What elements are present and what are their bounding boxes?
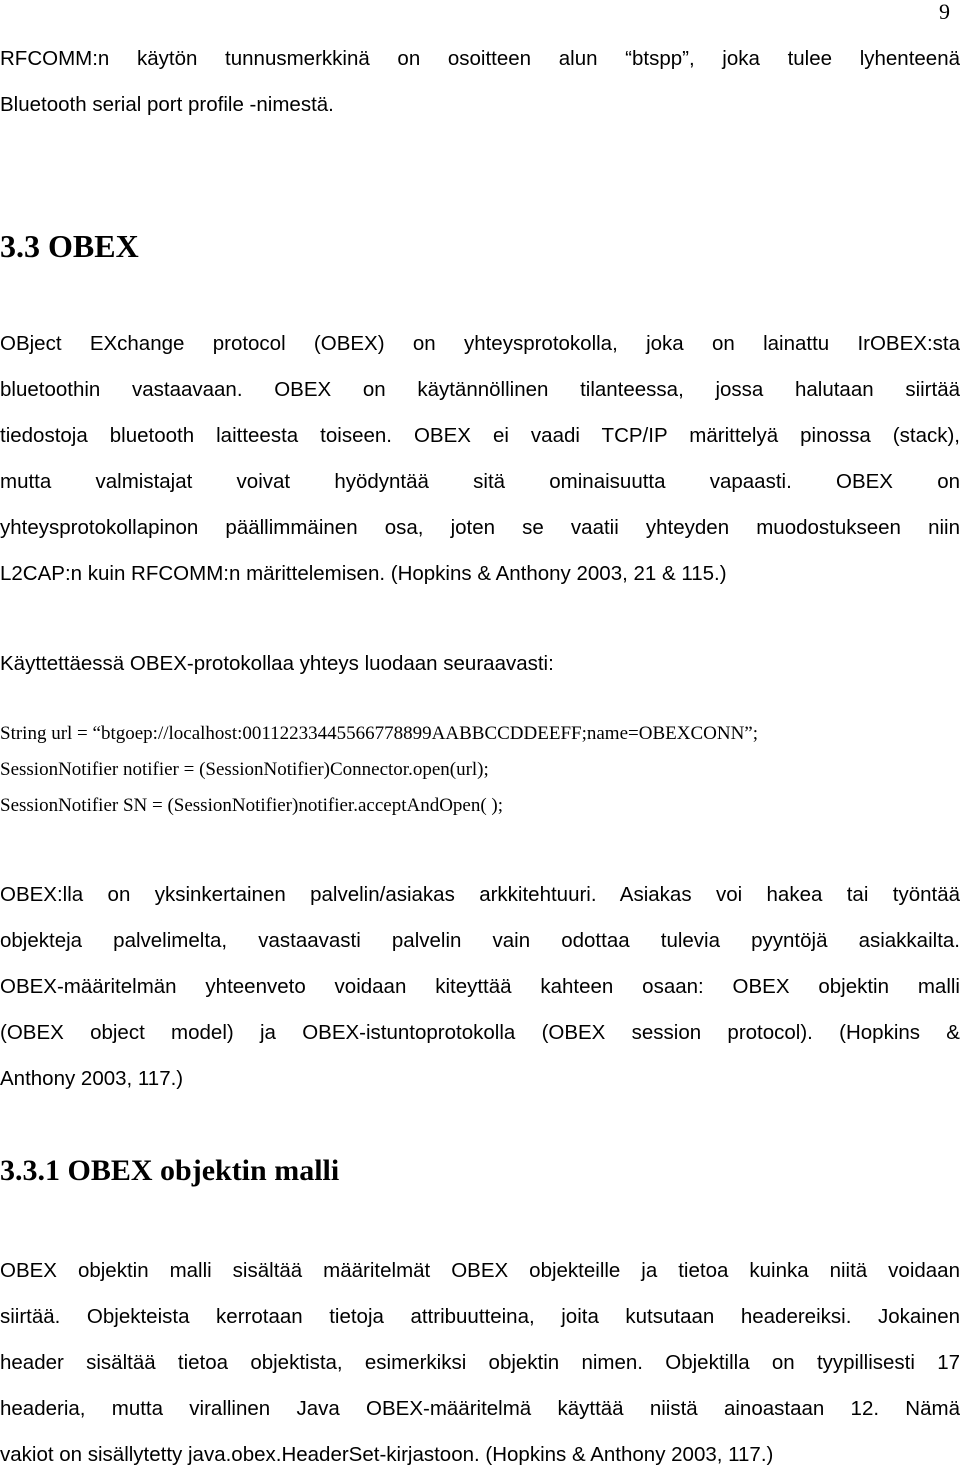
text-line: headeria, mutta virallinen Java OBEX-määritelmä käyttää niistä ainoastaan 12. Nämä xyxy=(0,1397,960,1420)
text-line: OBEX-määritelmän yhteenveto voidaan kiteyttää kahteen osaan: OBEX objektin malli xyxy=(0,975,960,998)
code-line: SessionNotifier SN = (SessionNotifier)notifier.acceptAndOpen( ); xyxy=(0,795,504,816)
text-line: bluetoothin vastaavaan. OBEX on käytännöllinen tilanteessa, jossa halutaan siirtää xyxy=(0,378,960,401)
text-line: mutta valmistajat voivat hyödyntää sitä ominaisuutta vapaasti. OBEX on xyxy=(0,470,960,493)
section-heading-3-3-1: 3.3.1 OBEX objektin malli xyxy=(0,1154,340,1187)
section-heading-3-3: 3.3 OBEX xyxy=(0,228,139,264)
intro-paragraph xyxy=(0,36,960,128)
text-line: L2CAP:n kuin RFCOMM:n märittelemisen. (Hopkins & Anthony 2003, 21 & 115.) xyxy=(0,562,727,585)
text-line: OBEX objektin malli sisältää määritelmät OBEX objekteille ja tietoa kuinka niitä voidaan xyxy=(0,1259,960,1282)
text-line: Anthony 2003, 117.) xyxy=(0,1067,184,1090)
section-3-3-paragraph-2 xyxy=(0,641,960,687)
text-line: Käyttettäessä OBEX-protokollaa yhteys luodaan seuraavasti: xyxy=(0,652,554,675)
text-line: (OBEX object model) ja OBEX-istuntoprotokolla (OBEX session protocol). (Hopkins & xyxy=(0,1021,960,1044)
text-line: yhteysprotokollapinon päällimmäinen osa, joten se vaatii yhteyden muodostukseen niin xyxy=(0,516,960,539)
section-3-3-paragraph-1 xyxy=(0,321,960,597)
text-line: vakiot on sisällytetty java.obex.HeaderSet-kirjastoon. (Hopkins & Anthony 2003, 117.) xyxy=(0,1443,774,1466)
page-number: 9 xyxy=(939,0,950,24)
text-line: tiedostoja bluetooth laitteesta toiseen. OBEX ei vaadi TCP/IP märittelyä pinossa (stack), xyxy=(0,424,960,447)
code-block xyxy=(0,716,960,824)
text-line: header sisältää tietoa objektista, esimerkiksi objektin nimen. Objektilla on tyypillisesti 17 xyxy=(0,1351,960,1374)
text-line: OBEX:lla on yksinkertainen palvelin/asiakas arkkitehtuuri. Asiakas voi hakea tai työntää xyxy=(0,883,960,906)
text-line: siirtää. Objekteista kerrotaan tietoja attribuutteina, joita kutsutaan headereiksi. Jokainen xyxy=(0,1305,960,1328)
code-line: String url = “btgoep://localhost:00112233445566778899AABBCCDDEEFF;name=OBEXCONN”; xyxy=(0,723,759,744)
text-line: objekteja palvelimelta, vastaavasti palvelin vain odottaa tulevia pyyntöjä asiakkailta. xyxy=(0,929,960,952)
section-3-3-paragraph-3 xyxy=(0,872,960,1102)
code-line: SessionNotifier notifier = (SessionNotifier)Connector.open(url); xyxy=(0,759,489,780)
text-line: RFCOMM:n käytön tunnusmerkkinä on osoitteen alun “btspp”, joka tulee lyhenteenä xyxy=(0,47,960,70)
text-line: OBject EXchange protocol (OBEX) on yhteysprotokolla, joka on lainattu IrOBEX:sta xyxy=(0,332,960,355)
section-3-3-1-paragraph-1 xyxy=(0,1248,960,1478)
text-line: Bluetooth serial port profile -nimestä. xyxy=(0,93,334,116)
